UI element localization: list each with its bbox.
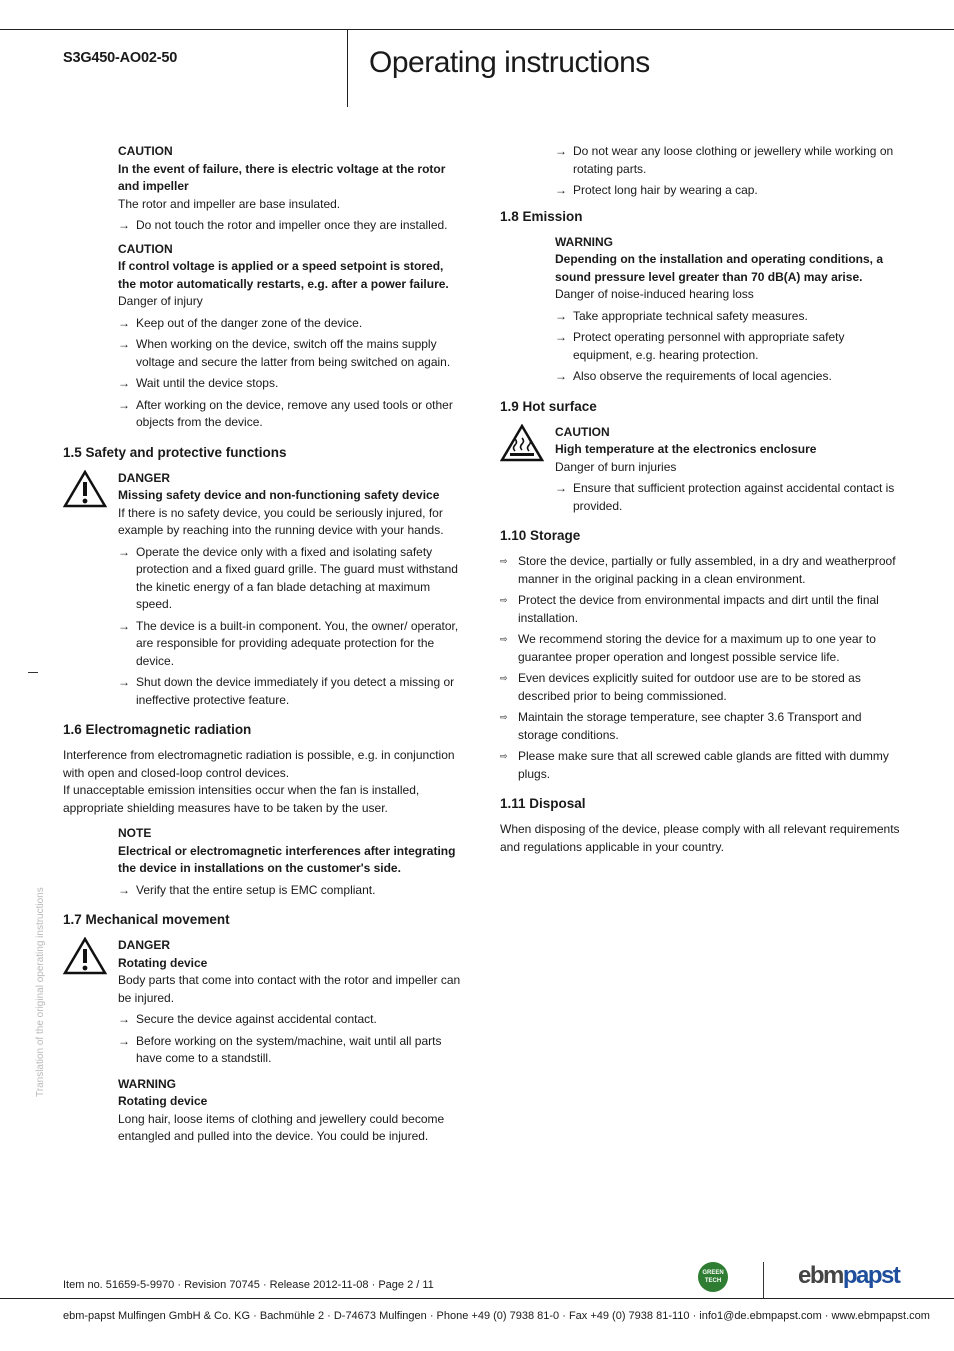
arrow-icon: → — [555, 481, 567, 495]
paragraph: Interference from electromagnetic radiation is possible, e.g. in conjunction with open and closed-loop control devices. — [63, 748, 455, 780]
arrow-icon: → — [555, 144, 567, 158]
bullet-arrow-icon: ⇨ — [500, 556, 508, 566]
hazard-title: Missing safety device and non-functioning safety device — [118, 488, 440, 502]
signal-word: DANGER — [118, 470, 171, 485]
signal-word: DANGER — [118, 938, 171, 952]
action-item: → Do not wear any loose clothing or jewellery while working on rotating parts. — [555, 143, 900, 178]
hazard-text: Long hair, loose items of clothing and jewellery could become entangled and pulled into the device. You could be injured. — [118, 1111, 445, 1143]
bullet-arrow-icon: ⇨ — [500, 712, 508, 722]
hazard-title: In the event of failure, there is electric voltage at the rotor and impeller — [118, 161, 446, 193]
bullet-arrow-icon: ⇨ — [500, 751, 508, 761]
action-item: → Ensure that sufficient protection against accidental contact is provided. — [555, 480, 900, 515]
action-item: → The device is a built-in component. You, the owner/ operator, are responsible for providing adequate protection for the device. — [118, 618, 463, 671]
action-item: → Wait until the device stops. — [118, 375, 463, 393]
arrow-icon: → — [118, 675, 130, 689]
document-reference: Item no. 51659-5-9970 · Revision 70745 · Release 2012-11-08 · Page 2 / 11 — [63, 1279, 434, 1291]
arrow-icon: → — [118, 337, 130, 351]
arrow-icon: → — [118, 1012, 130, 1026]
signal-word: WARNING — [555, 234, 613, 249]
arrow-icon: → — [118, 882, 130, 897]
section-heading: 1.10 Storage — [500, 528, 581, 543]
company-address: ebm-papst Mulfingen GmbH & Co. KG · Bachmühle 2 · D-74673 Mulfingen · Phone +49 (0) 7938 81-0 · Fax +49 (0) 7938 81-110 · info1@de.ebmpapst.com · www.ebmpapst.com — [63, 1310, 930, 1322]
arrow-icon: → — [555, 369, 567, 383]
action-item: → After working on the device, remove any used tools or other objects from the device. — [118, 397, 463, 432]
logo-divider — [763, 1262, 764, 1298]
bullet-arrow-icon: ⇨ — [500, 595, 508, 605]
section-heading: 1.8 Emission — [500, 208, 583, 224]
section-heading: 1.6 Electromagnetic radiation — [63, 722, 252, 737]
bullet-arrow-icon: ⇨ — [500, 634, 508, 644]
danger-block — [63, 470, 463, 710]
paragraph: When disposing of the device, please comply with all relevant requirements and regulations applicable in your country. — [500, 822, 900, 854]
hazard-text: The rotor and impeller are base insulated. — [118, 196, 341, 211]
hazard-title: Rotating device — [118, 1094, 208, 1108]
hazard-text: If there is no safety device, you could be seriously injured, for example by reaching into the running device with your hands. — [118, 505, 444, 537]
arrow-icon: → — [118, 397, 130, 412]
action-item: → Take appropriate technical safety measures. — [555, 308, 900, 326]
action-item: → Shut down the device immediately if you detect a missing or ineffective protective feature. — [118, 674, 463, 709]
page-title: Operating instructions — [369, 46, 650, 79]
arrow-icon: → — [118, 315, 130, 330]
continued-actions — [500, 143, 900, 200]
hazard-text: Danger of injury — [118, 294, 203, 308]
signal-word: CAUTION — [118, 144, 173, 158]
arrow-icon: → — [555, 308, 567, 323]
action-item: → Verify that the entire setup is EMC compliant. — [118, 882, 463, 900]
action-item: → Keep out of the danger zone of the device. — [118, 315, 463, 333]
arrow-icon: → — [118, 544, 130, 559]
warning-triangle-icon — [63, 470, 107, 508]
section-heading: 1.11 Disposal — [500, 796, 586, 811]
action-item: → Protect long hair by wearing a cap. — [555, 182, 900, 200]
signal-word: CAUTION — [118, 241, 173, 256]
hazard-title: Rotating device — [118, 955, 208, 970]
hazard-title: High temperature at the electronics enclosure — [555, 442, 817, 456]
side-note: Translation of the original operating instructions — [35, 887, 46, 1097]
section-heading: 1.9 Hot surface — [500, 398, 597, 414]
hazard-text: Danger of burn injuries — [555, 459, 677, 474]
caution-block — [500, 424, 900, 516]
signal-word: CAUTION — [555, 424, 610, 439]
hazard-title: If control voltage is applied or a speed setpoint is stored, the motor automatically restarts, e.g. after a power failure. — [118, 259, 449, 291]
arrow-icon: → — [118, 218, 130, 232]
paragraph: If unacceptable emission intensities occur when the fan is installed, appropriate shielding measures have to be taken by the user. — [63, 783, 420, 815]
section-heading: 1.7 Mechanical movement — [63, 912, 230, 927]
green-tech-badge-icon: GREEN TECH — [698, 1262, 728, 1292]
hazard-title: Electrical or electromagnetic interferences after integrating the device in installations on the customer's side. — [118, 843, 456, 875]
signal-word: WARNING — [118, 1076, 176, 1091]
action-item: → When working on the device, switch off the mains supply voltage and secure the latter from being switched on again. — [118, 336, 463, 371]
warning-triangle-icon — [63, 937, 107, 975]
action-item: → Protect operating personnel with appropriate safety equipment, e.g. hearing protection. — [555, 329, 900, 364]
warning-block — [500, 234, 900, 386]
list-item: ⇨ Maintain the storage temperature, see chapter 3.6 Transport and storage conditions. — [500, 709, 900, 744]
list-item: ⇨ Store the device, partially or fully assembled, in a dry and weatherproof manner in the original packing in a clean environment. — [500, 553, 900, 588]
action-item: → Before working on the system/machine, wait until all parts have come to a standstill. — [118, 1033, 463, 1068]
fold-mark — [28, 672, 38, 673]
model-number: S3G450-AO02-50 — [63, 50, 178, 66]
arrow-icon: → — [118, 1033, 130, 1048]
arrow-icon: → — [118, 618, 130, 633]
right-column — [500, 143, 900, 856]
arrow-icon: → — [555, 183, 567, 197]
arrow-icon: → — [118, 376, 130, 390]
arrow-icon: → — [555, 330, 567, 344]
signal-word: NOTE — [118, 826, 152, 840]
hazard-text: Danger of noise-induced hearing loss — [555, 287, 754, 301]
caution-block — [63, 241, 463, 432]
section-heading: 1.5 Safety and protective functions — [63, 444, 287, 460]
list-item: ⇨ Please make sure that all screwed cable glands are fitted with dummy plugs. — [500, 748, 900, 783]
hot-surface-icon — [500, 424, 544, 462]
action-item: → Secure the device against accidental contact. — [118, 1011, 463, 1029]
action-item: → Do not touch the rotor and impeller once they are installed. — [118, 217, 463, 235]
header-top-rule — [0, 29, 954, 30]
company-logo: ebmpapst — [798, 1262, 900, 1289]
caution-block — [63, 143, 463, 235]
note-block — [63, 825, 463, 899]
action-item: → Also observe the requirements of local agencies. — [555, 368, 900, 386]
hazard-title: Depending on the installation and operating conditions, a sound pressure level greater than 70 dB(A) may arise. — [555, 252, 884, 284]
left-column — [63, 143, 463, 1152]
danger-block — [63, 937, 463, 1146]
bullet-arrow-icon: ⇨ — [500, 673, 508, 683]
action-item: → Operate the device only with a fixed and isolating safety protection and a fixed guard grille. The guard must withstand the kinetic energy of a fan blade detaching at maximum speed. — [118, 544, 463, 614]
list-item: ⇨ We recommend storing the device for a maximum up to one year to guarantee proper operation and longest possible service life. — [500, 631, 900, 666]
hazard-text: Body parts that come into contact with the rotor and impeller can be injured. — [118, 973, 461, 1005]
list-item: ⇨ Protect the device from environmental impacts and dirt until the final installation. — [500, 592, 900, 627]
list-item: ⇨ Even devices explicitly suited for outdoor use are to be stored as described prior to being commissioned. — [500, 670, 900, 705]
footer-rule — [0, 1298, 954, 1299]
header-divider — [347, 29, 348, 107]
